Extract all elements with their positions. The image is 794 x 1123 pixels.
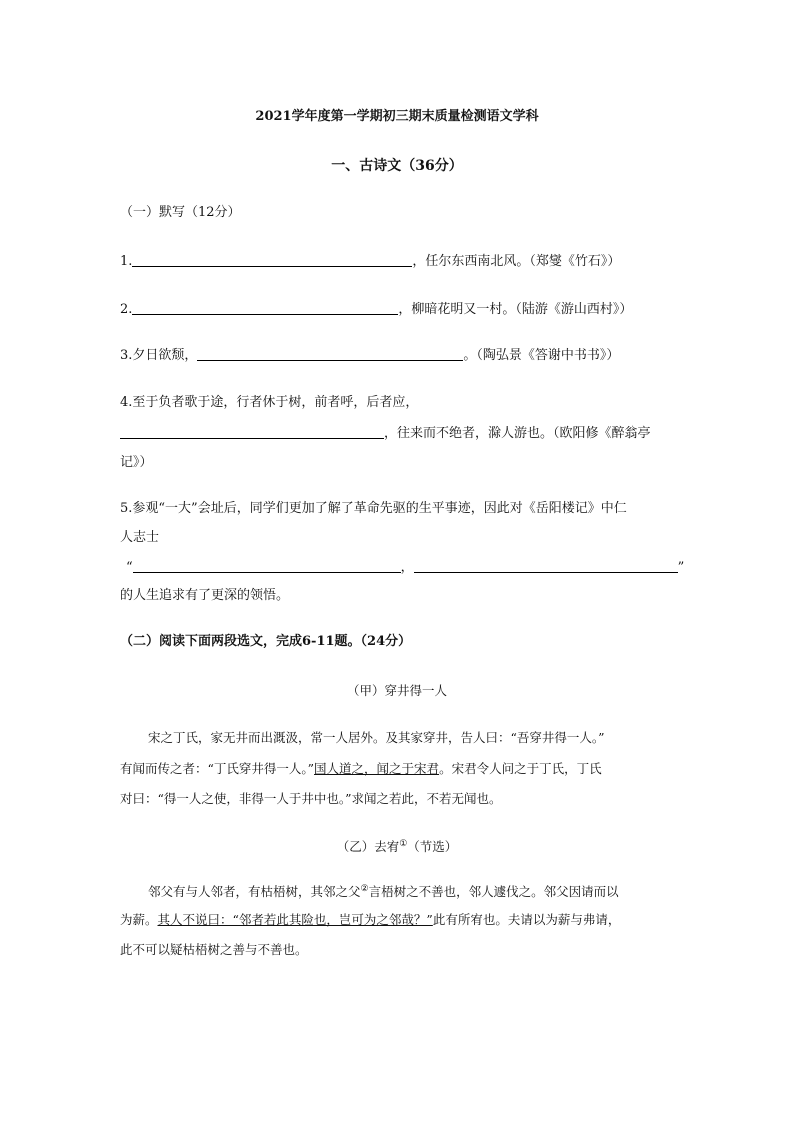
question-3 (120, 346, 619, 365)
underlined-sentence-b: 其人不说曰：“邻者若此其险也，岂可为之邻哉？” (157, 912, 433, 927)
passage-b-line-2c: 此有所宥也。夫请以为薪与弗请， (432, 912, 621, 927)
passage-b-line-2 (120, 911, 620, 929)
answer-blank-5b[interactable] (414, 558, 678, 573)
question-5-line-4: 的人生追求有了更深的领悟。 (120, 588, 290, 603)
question-2-prefix: 2. (120, 302, 133, 317)
passage-b-line-1a: 邻父有与人邻者，有枯梧树，其邻之父 (148, 884, 361, 900)
passage-b-line-3: 此不可以疑枯梧树之善与不善也。 (120, 942, 308, 957)
passage-a-line-1: 宋之丁氏，家无井而出溉汲，常一人居外。及其家穿井，告人曰：“吾穿井得一人。” (148, 730, 605, 745)
section-title: 一、古诗文（36分） (331, 158, 463, 174)
answer-blank-3[interactable] (197, 346, 463, 361)
question-2-suffix: ，柳暗花明又一村。（陆游《游山西村》） (398, 302, 633, 317)
passage-b-line-1 (148, 880, 619, 901)
question-4-line-3: 记》） (120, 455, 153, 470)
passage-b-title-a: （乙）去宥 (336, 839, 400, 855)
footnote-marker-1: ① (399, 839, 408, 849)
passage-b-line-2a: 为薪。 (120, 912, 158, 927)
answer-blank-4[interactable] (120, 424, 384, 439)
answer-blank-1[interactable] (132, 252, 412, 267)
document-title: 2021学年度第一学期初三期末质量检测语文学科 (255, 109, 539, 124)
passage-b-title (0, 835, 794, 856)
underlined-sentence-a: 国人道之，闻之于宋君 (314, 761, 440, 776)
question-4-suffix: ，往来而不绝者，滁人游也。（欧阳修《醉翁亭 (384, 426, 651, 441)
question-3-prefix: 3.夕日欲颓， (120, 348, 198, 363)
question-1-suffix: ，任尔东西南北风。（郑燮《竹石》） (412, 254, 621, 269)
question-1-prefix: 1. (120, 254, 133, 269)
question-5-line-3 (126, 558, 684, 577)
passage-b-title-b: （节选） (407, 839, 458, 855)
comma: ， (400, 560, 414, 575)
question-4-line-2 (120, 424, 651, 443)
passage-a-line-2a: 有闻而传之者：“丁氏穿井得一人。” (120, 761, 315, 776)
question-5-line-2: 人志士 (120, 530, 160, 545)
question-5-line-1: 5.参观“一大”会址后，同学们更加了解了革命先驱的生平事迹，因此对《岳阳楼记》中仁 (120, 501, 627, 516)
passage-a-title: （甲）穿井得一人 (346, 683, 447, 698)
question-4-line-1: 4.至于负者歌于途，行者休于树，前者呼，后者应， (120, 395, 419, 410)
footnote-marker-2: ② (360, 884, 369, 894)
question-3-suffix: 。（陶弘景《答谢中书书》） (463, 348, 620, 363)
passage-a-line-3: 对曰：“得一人之使，非得一人于井中也。”求闻之若此，不若无闻也。 (120, 791, 502, 806)
open-quote: “ (126, 560, 133, 575)
passage-a-line-2c: 。宋君令人问之于丁氏，丁氏 (439, 761, 602, 776)
subsection-title: （一）默写（12分） (120, 205, 241, 220)
answer-blank-5a[interactable] (133, 558, 401, 573)
passage-a-line-2 (120, 760, 602, 778)
question-1 (120, 252, 620, 271)
answer-blank-2[interactable] (132, 300, 398, 315)
passage-b-line-1b: 言梧树之不善也，邻人遽伐之。邻父因请而以 (368, 884, 619, 900)
question-2 (120, 300, 632, 319)
reading-heading: （二）阅读下面两段选文，完成6-11题。（24分） (120, 634, 412, 649)
close-quote: ” (677, 560, 685, 575)
